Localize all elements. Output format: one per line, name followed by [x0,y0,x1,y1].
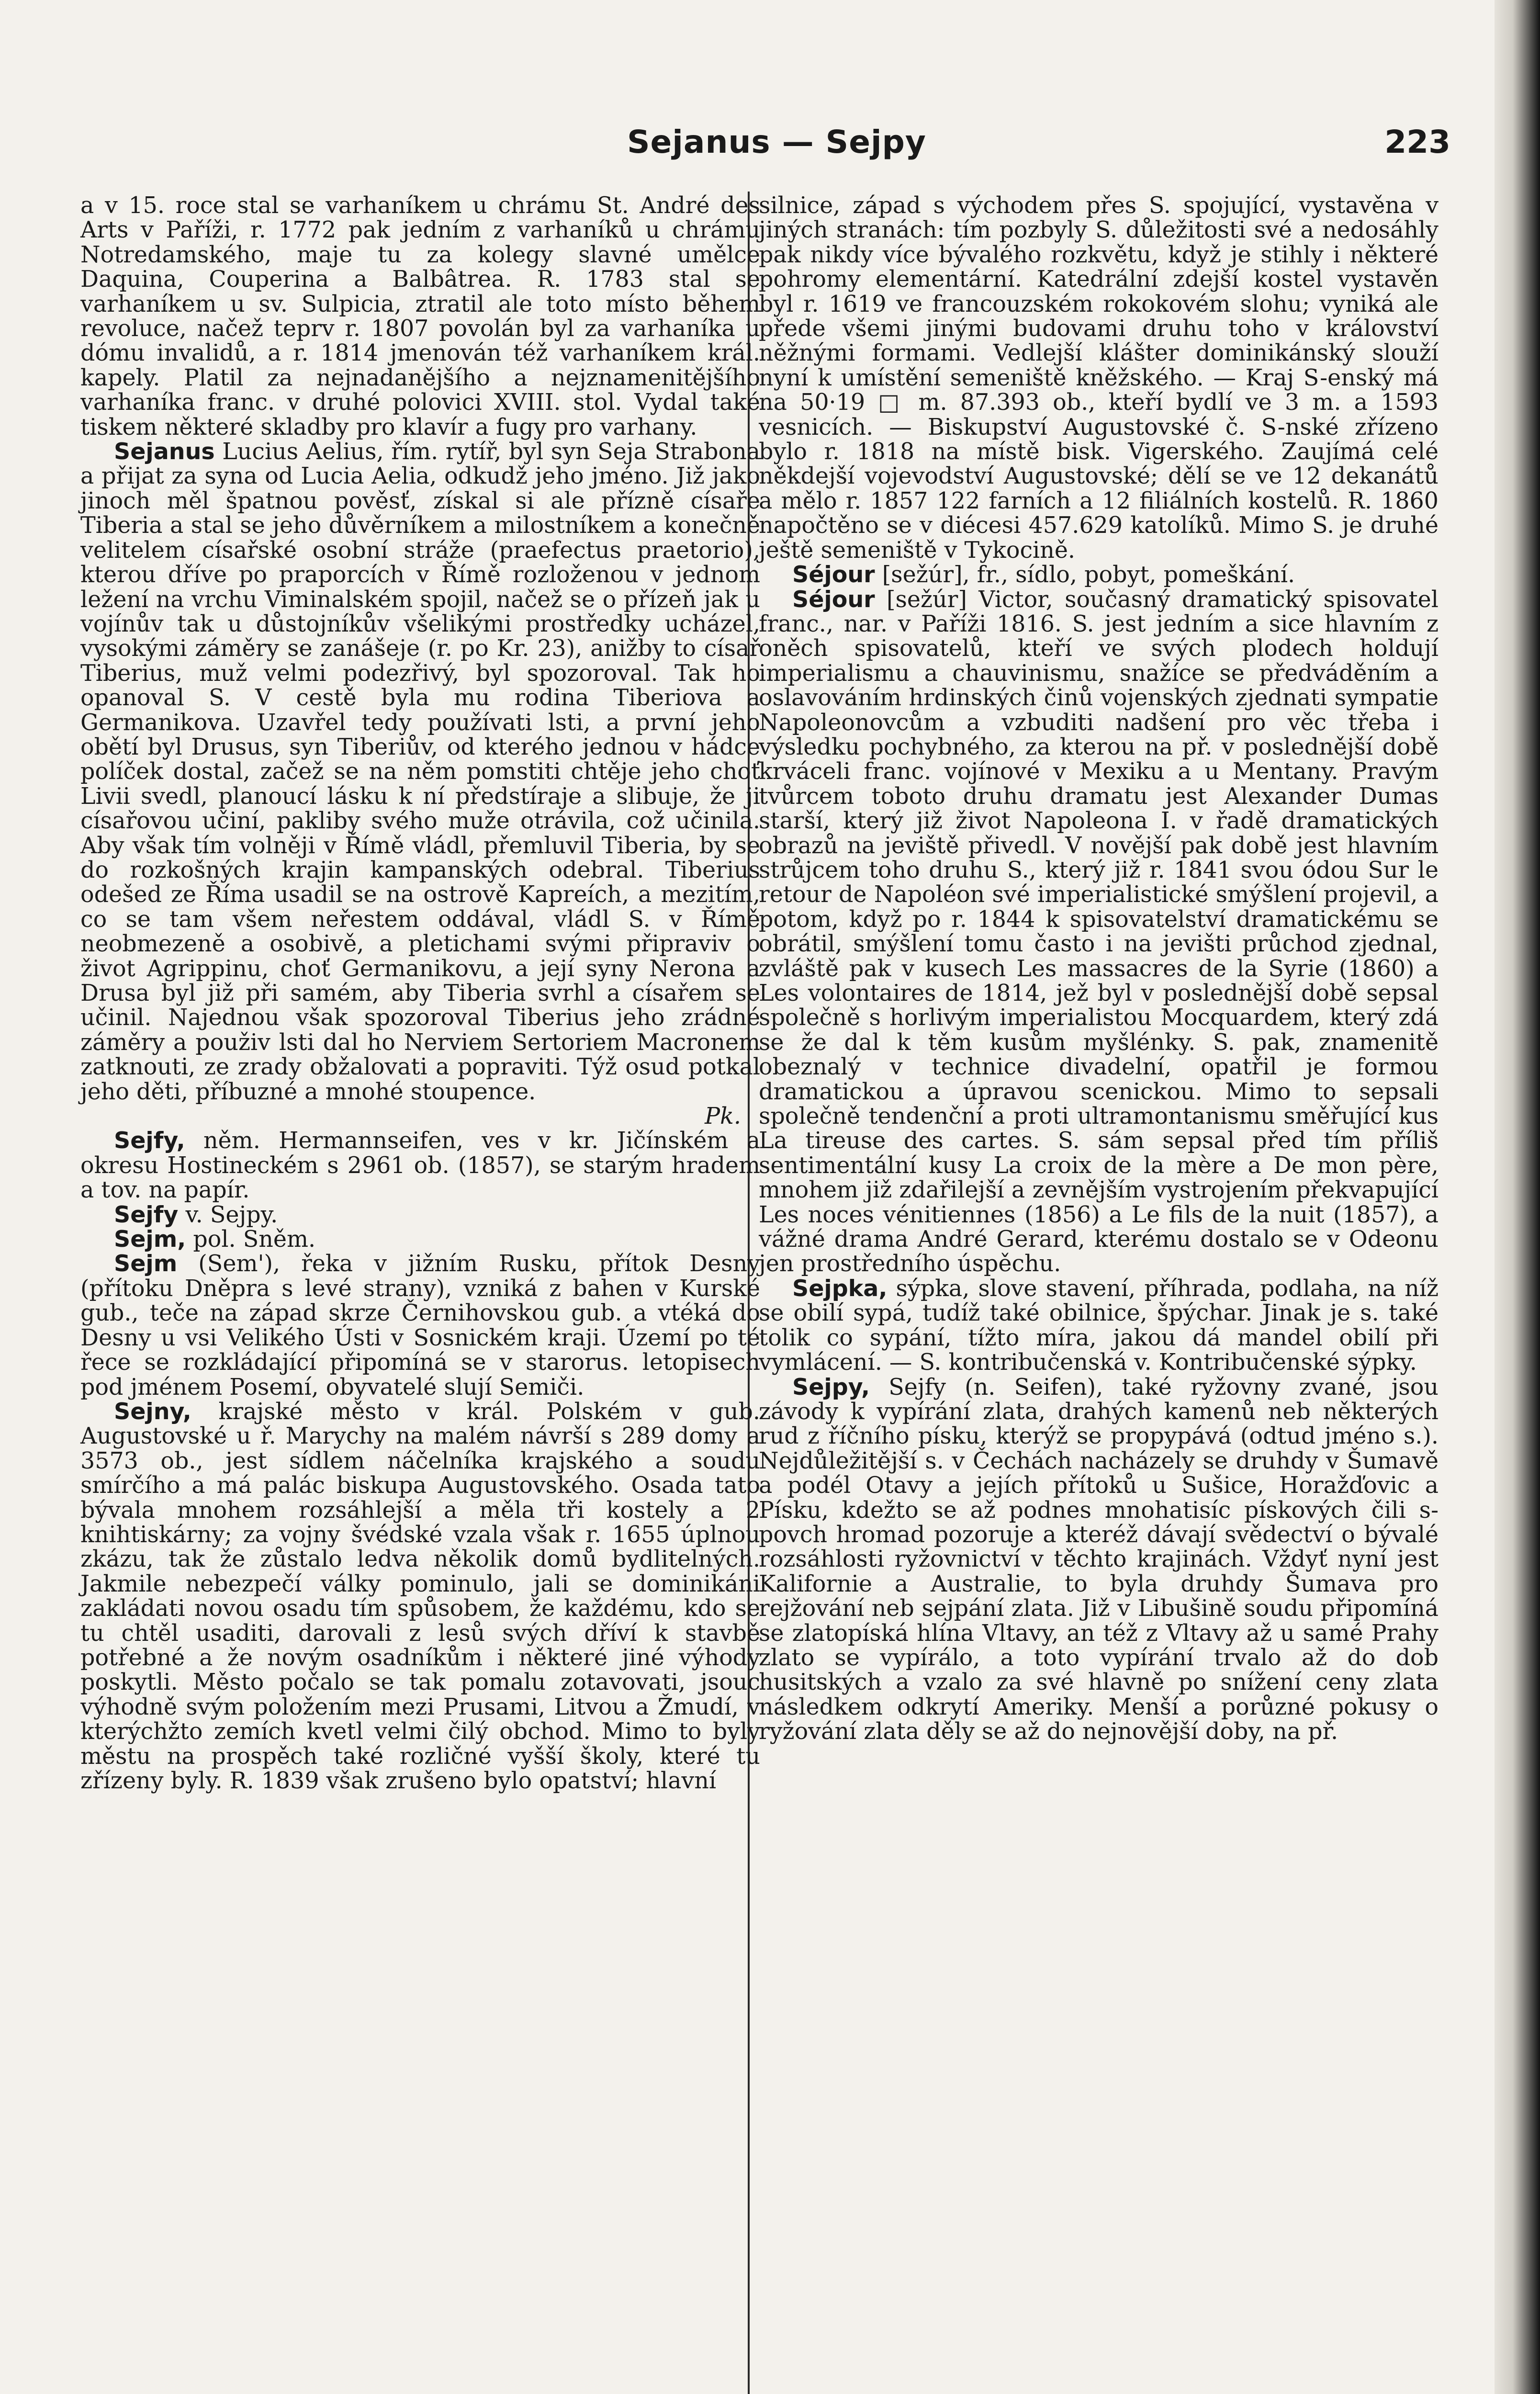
entry-headword: Sejm [114,1251,178,1277]
entry-sejfy-ref [80,1203,760,1227]
author-signature: Pk. [705,1103,741,1130]
entry-headword: Séjour [792,562,875,588]
entry-headword: Sejfy [114,1201,179,1228]
scan-edge [1495,0,1540,2394]
entry-text: [sežúr], fr., sídlo, pobyt, pomeškání. [882,562,1295,588]
continued-paragraph: silnice, západ s východem přes S. spojující, vystavěna v jiných stranách: tím pozbyly S. důležitosti své a nedosáhly pak nikdy více bývalého rozkvětu, když je stihly i některé pohromy elementární. Katedrální zdejší kostel vystavěn byl r. 1619 ve francouzském rokokovém slohu; vyniká ale přede všemi jinými budovami druhu toho v království něžnými formami. Vedlejší klášter dominikánský slouží nyní k umístění semeniště kněžského. — Kraj S-enský má na 50·19 □ m. 87.393 ob., kteří bydlí ve 3 m. a 1593 vesnicích. — Biskupství Augustovské č. S-nské zřízeno bylo r. 1818 na místě bisk. Vigerského. Zaujímá celé někdejší vojevodství Augustovské; dělí se ve 12 dekanátů a mělo r. 1857 122 farních a 12 filiálních kostelů. R. 1860 napočtěno se v diécesi 457.629 katolíků. Mimo S. je druhé ještě semeniště v Tykocině. [759,192,1439,564]
continued-paragraph: a v 15. roce stal se varhaníkem u chrámu St. André des Arts v Paříži, r. 1772 pak jedním z varhaníků u chrámu Notredamského, maje tu za kolegy slavné umělce Daquina, Couperina a Balbâtrea. R. 1783 stal se varhaníkem u sv. Sulpicia, ztratil ale toto místo během revoluce, načež teprv r. 1807 povolán byl za varhaníka u dómu invalidů, a r. 1814 jmenován též varhaníkem král. kapely. Platil za nejnadanějšího a nejznamenitějšího varhaníka franc. v druhé polovici XVIII. stol. Vydal také tiskem některé skladby pro klavír a fugy pro varhany. [80,192,760,440]
entry-headword: Sejpka, [792,1275,888,1302]
entry-sejfy [80,1129,760,1202]
running-title: Sejanus — Sejpy [627,124,926,160]
right-column [759,193,1439,1744]
entry-headword: Sejny, [114,1398,191,1425]
entry-text: krajské město v král. Polském v gub. Augustovské u ř. Marychy na malém návrší s 289 domy a 3573 ob., jest sídlem náčelníka krajského a soudu smírčího a má palác biskupa Augustovského. Osada tato bývala mnohem rozsáhlejší a měla tři kostely a 2 knihtiskárny; za vojny švédské vzala však r. 1655 úplnou zkázu, tak že zůstalo ledva několik domů bydlitelných. Jakmile nebezpečí války pominulo, jali se dominikáni zakládati novou osadu tím spůsobem, že každému, kdo se tu chtěl usaditi, darovali z lesů svých dříví k stavbě potřebné a že novým osadníkům i některé jiné výhody poskytli. Město počalo se tak pomalu zotavovati, jsouc výhodně svým položením mezi Prusami, Litvou a Žmudí, v kterýchžto zemích kvetl velmi čilý obchod. Mimo to byly městu na prospěch také rozličné vyšší školy, které tu zřízeny byly. R. 1839 však zrušeno bylo opatství; hlavní [80,1398,760,1794]
left-column [80,193,760,1793]
entry-sejpka [759,1276,1439,1375]
entry-sejm [80,1227,760,1252]
entry-text: něm. Hermannseifen, ves v kr. Jičínském a okresu Hostineckém s 2961 ob. (1857), se starým hradem a tov. na papír. [80,1128,760,1204]
entry-headword: Sejpy, [792,1374,870,1400]
page-header [53,124,1450,167]
entry-sejpy [759,1375,1439,1744]
entry-text: [sežúr] Victor, současný dramatický spisovatel franc., nar. v Paříži 1816. S. jest jedním a sice hlavním z oněch spisovatelů, kteří ve svých plodech holdují imperialismu a chauvinismu, snažíce se předváděním a oslavováním hrdinských činů vojenských zjednati sympatie Napoleonovcům a vzbuditi nadšení pro věc třeba i výsledku pochybného, za kterou na př. v poslednější době krváceli franc. vojínové v Mexiku a u Mentany. Pravým tvůrcem toboto druhu dramatu jest Alexander Dumas starší, který již život Napoleona I. v řadě dramatických obrazů na jeviště přivedl. V novější pak době jest hlavním strůjcem toho druhu S., který již r. 1841 svou ódou Sur le retour de Napoléon své imperialistické smýšlení projevil, a potom, když po r. 1844 k spisovatelství dramatickému se obrátil, smýšlení tomu často i na jevišti průchod zjednal, zvláště pak v kusech Les massacres de la Syrie (1860) a Les volontaires de 1814, jež byl v poslednější době sepsal společně s horlivým imperialistou Mocquardem, který zdá se že dal k těm kusům myšlénky. S. pak, znamenitě obeznalý v technice divadelní, opatřil je formou dramatickou a úpravou scenickou. Mimo to sepsali společně tendenční a proti ultramontanismu směřující kus La tireuse des cartes. S. sám sepsal před tím příliš sentimentální kusy La croix de la mère a De mon père, mnohem již zdařilejší a zevnějším vystrojením překvapující Les noces vénitiennes (1856) a Le fils de la nuit (1857), a vážné drama André Gerard, kterému dostalo se v Odeonu jen prostředního úspěchu. [759,586,1439,1277]
entry-sejour-victor [759,587,1439,1276]
entry-headword: Sejanus [114,439,215,465]
entry-headword: Sejm, [114,1226,186,1253]
entry-text: v. Sejpy. [185,1201,278,1228]
entry-text: Sejfy (n. Seifen), také ryžovny zvané, jsou závody k vypírání zlata, drahých kamenů neb některých rud z říčního písku, kterýž se propypává (odtud jméno s.). Nejdůležitější s. v Čechách nacházely se druhdy v Šumavě a podél Otavy a jejích přítoků u Sušice, Horažďovic a Písku, kdežto se až podnes mnohatisíc pískových čili s-povch hromad pozoruje a kteréž dávají svědectví o bývalé rozsáhlosti ryžovnictví v těchto krajinách. Vždyť nyní jest Kalifornie a Australie, to byla druhdy Šumava pro rejžování neb sejpání zlata. Již v Libušině soudu připomíná se zlatopíská hlína Vltavy, an též z Vltavy až u samé Prahy zlato se vypírálo, a toto vypírání trvalo až do dob husitských a vzalo za své hlavně po snížení ceny zlata následkem odkrytí Ameriky. Menší a porůzné pokusy o ryžování zlata děly se až do nejnovější doby, na př. [759,1374,1439,1745]
entry-text: sýpka, slove stavení, příhrada, podlaha, na níž se obilí sypá, tudíž také obilnice, špýchar. Jinak je s. také tolik co sypání, tížto míra, jakou dá mandel obilí při vymlácení. — S. kontribučenská v. Kontribučenské sýpky. [759,1275,1439,1376]
entry-sejny [80,1400,760,1794]
entry-sejanus [80,440,760,1104]
entry-sejm-river [80,1252,760,1399]
entry-headword: Séjour [792,586,875,613]
entry-text: (Sem'), řeka v jižním Rusku, přítok Desny (přítoku Dněpra s levé strany), vzniká z bahen v Kurské gub., teče na západ skrze Černihovskou gub. a vtéká do Desny u vsi Velikého Ústi v Sosnickém kraji. Území po té řece se rozkládající připomíná se v starorus. letopisech pod jménem Posemí, obyvatelé slují Semiči. [80,1251,760,1400]
page-number: 223 [1384,124,1450,160]
entry-headword: Sejfy, [114,1128,185,1154]
entry-text: Lucius Aelius, řím. rytíř, byl syn Seja Strabona a přijat za syna od Lucia Aelia, odkudž jeho jméno. Již jako jinoch měl špatnou pověsť, získal si ale přízně císaře Tiberia a stal se jeho důvěrníkem a milostníkem a konečně velitelem císařské osobní stráže (praefectus praetorio), kterou dříve po praporcích v Římě rozloženou v jednom ležení na vrchu Viminalském spojil, načež se o přízeň jak u vojínův tak u důstojníkův všelikými prostředky ucházel, vysokými záměry se zanášeje (r. po Kr. 23), anižby to císař Tiberius, muž velmi podezřivý, byl spozoroval. Tak ho opanoval S. V cestě byla mu rodina Tiberiova a Germanikova. Uzavřel tedy používati lsti, a první jeho obětí byl Drusus, syn Tiberiův, od kterého jednou v hádce políček dostal, začež se na něm pomstiti chtěje jeho choť Livii svedl, planoucí lásku k ní předstíraje a slibuje, že ji císařovou učiní, pakliby svého muže otrávila, což učinila. Aby však tím volněji v Římě vládl, přemluvil Tiberia, by se do rozkošných krajin kampanských odebral. Tiberius odešed ze Říma usadil se na ostrově Kapreích, a mezitím, co se tam všem neřestem oddával, vládl S. v Římě neobmezeně a osobivě, a pletichami svými připraviv o život Agrippinu, choť Germanikovu, a její syny Nerona a Drusa byl již při samém, aby Tiberia svrhl a císařem se učinil. Najednou však spozoroval Tiberius jeho zrádné záměry a použiv lsti dal ho Nerviem Sertoriem Macronem zatknouti, ze zrady obžalovati a popraviti. Týž osud potkal jeho děti, příbuzné a mnohé stoupence. [80,439,760,1105]
entry-text: pol. Sněm. [193,1226,316,1253]
entry-sejour [759,563,1439,587]
